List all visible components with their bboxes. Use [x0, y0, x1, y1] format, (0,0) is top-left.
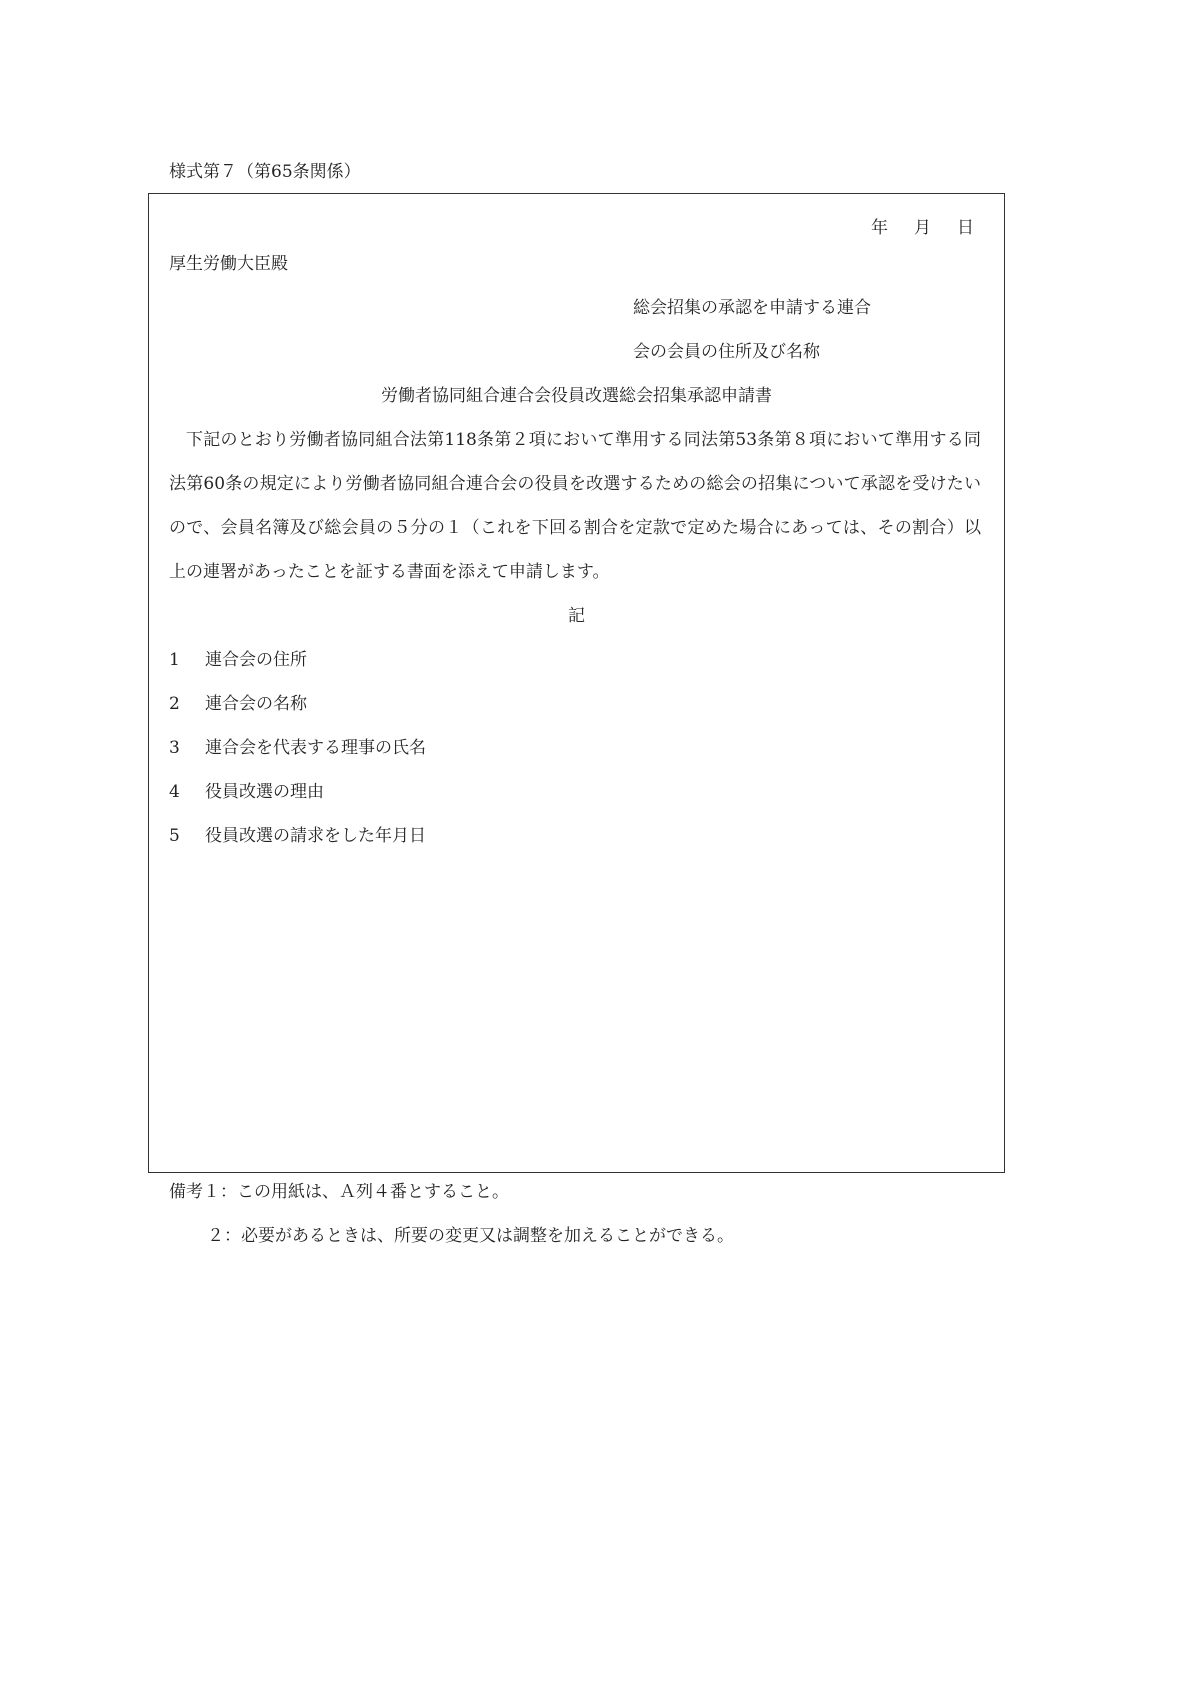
- item-number: 3: [169, 738, 180, 758]
- list-item: [169, 648, 426, 692]
- form-number-label: 様式第７（第65条関係）: [169, 162, 361, 182]
- item-number: 4: [169, 782, 180, 802]
- item-number: 1: [169, 650, 180, 670]
- remark-2: ２：必要があるときは、所要の変更又は調整を加えることができる。: [207, 1226, 734, 1246]
- list-item: [169, 736, 426, 780]
- list-item: [169, 824, 426, 868]
- form-frame: [148, 193, 1005, 1173]
- list-item: [169, 692, 426, 736]
- item-label: 連合会を代表する理事の氏名: [205, 738, 426, 758]
- remark-1: 備考１：この用紙は、Ａ列４番とすること。: [169, 1182, 509, 1202]
- remarks: [169, 1180, 734, 1268]
- date-month-label: 月: [914, 218, 931, 238]
- applicant-line-2: 会の会員の住所及び名称: [633, 342, 820, 362]
- addressee: 厚生労働大臣殿: [169, 254, 288, 274]
- date-year-label: 年: [871, 218, 888, 238]
- item-label: 役員改選の理由: [205, 782, 324, 802]
- item-label: 役員改選の請求をした年月日: [205, 826, 426, 846]
- item-number: 5: [169, 826, 180, 846]
- date-day-label: 日: [957, 218, 974, 238]
- item-label: 連合会の名称: [205, 694, 307, 714]
- document-title: 労働者協同組合連合会役員改選総会招集承認申請書: [381, 386, 772, 406]
- ki-heading: 記: [568, 606, 585, 626]
- applicant-line-1: 総会招集の承認を申請する連合: [633, 298, 871, 318]
- list-item: [169, 780, 426, 824]
- item-number: 2: [169, 694, 180, 714]
- date-line: [871, 216, 974, 240]
- item-label: 連合会の住所: [205, 650, 307, 670]
- body-paragraph: 下記のとおり労働者協同組合法第118条第２項において準用する同法第53条第８項において準用する同法第60条の規定により労働者協同組合連合会の役員を改選するための総会の招集について承認を受けたいので、会員名簿及び総会員の５分の１（これを下回る割合を定款で定めた場合にあっては、その割合）以上の連署があったことを証する書面を添えて申請します。: [169, 430, 981, 582]
- item-list: [169, 648, 426, 868]
